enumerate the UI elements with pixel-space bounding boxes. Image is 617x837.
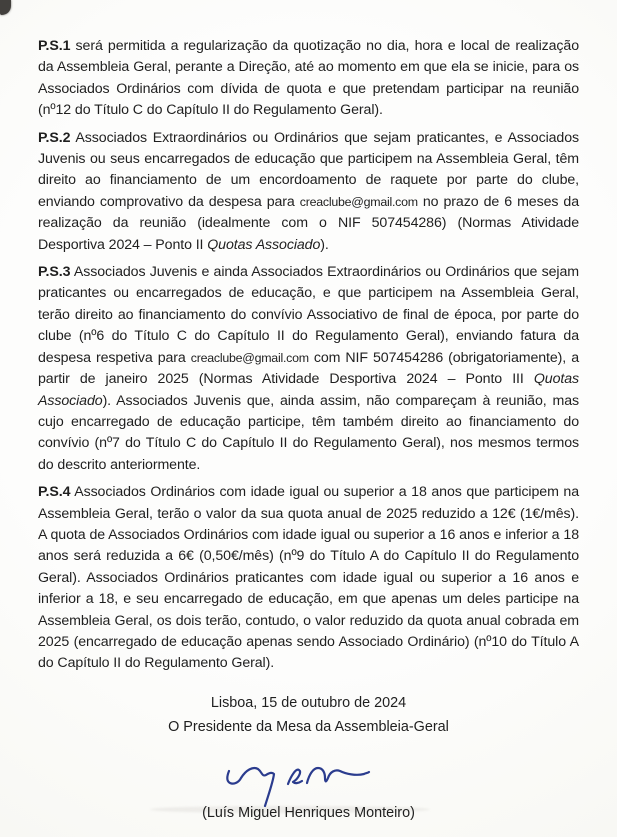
text-run: Associados Extraordinários ou Ordinários que sejam praticantes, e Associados Juvenis ou seus encarregados de educação que participem na Assembleia Geral, têm direito ao financiamento de um encordoamento de raquete por parte do clube, enviando comprovativo da despesa para <box>38 129 579 210</box>
signature-area <box>38 739 579 803</box>
text-run: Associados Juvenis e ainda Associados Extraordinários ou Ordinários que sejam praticantes ou encarregados de educação, e que participem na Assembleia Geral, terão direito ao financiamento do convívio Associativo de final de época, por parte do clube (nº6 do Título C do Capítulo II do Regulamento Geral), enviando fatura da despesa respetiva para <box>38 264 579 366</box>
paragraph-ps4 <box>38 482 579 675</box>
email-address: creaclube@gmail.com <box>190 350 309 365</box>
text-run: ). Associados Juvenis que, ainda assim, não compareçam à reunião, mas cujo encarregado de educação participe, têm também direito ao financiamento do convívio (nº7 do Título C do Capítulo II do Regulamento Geral), nos mesmos termos do descrito anteriormente. <box>38 392 579 473</box>
signature-stroke-loop <box>288 769 302 783</box>
text-run: Associados Ordinários com idade igual ou superior a 18 anos que participem na Assembleia Geral, terão o valor da sua quota anual de 2025 reduzido a 12€ (1€/mês). A quota de Associados Ordinários com idade igual ou superior a 16 anos e inferior a 18 anos será reduzida a 6€ (0,50€/mês) (nº9 do Título A do Capítulo II do Regulamento Geral). Associados Ordinários praticantes com idade igual ou superior a 16 anos e inferior a 18, e seu encarregado de educação, em que apenas um deles participe na Assembleia Geral, os dois terão, contudo, o valor reduzido da quota anual cobrada em 2025 (encarregado de educação apenas sendo Associado Ordinário) (nº10 do Título A do Capítulo II do Regulamento Geral). <box>38 484 579 672</box>
email-address: creaclube@gmail.com <box>299 194 418 209</box>
document-body <box>38 36 579 824</box>
text-run: será permitida a regularização da quotização no dia, hora e local de realização da Assembleia Geral, perante a Direção, até ao momento em que ela se inicie, para os Associados Ordinários com dívida de quota e que pretendam participar na reunião (nº12 do Título C do Capítulo II do Regulamento Geral). <box>38 38 579 119</box>
paragraph-ps1 <box>38 36 579 122</box>
text-run: no prazo de 6 meses da realização da reunião (idealmente com o NIF 507454286) (Normas Atividade Desportiva 2024 – Ponto II <box>38 193 579 253</box>
text-run: com NIF 507454286 (obrigatoriamente), a partir de janeiro 2025 (Normas Atividade Desportiva 2024 – Ponto III <box>38 349 579 388</box>
place-date-line: Lisboa, 15 de outubro de 2024 <box>210 694 407 711</box>
text-run: Quotas Associado <box>207 236 321 253</box>
paragraph-ps3 <box>38 262 579 476</box>
paragraph-marker: P.S.4 <box>38 484 71 501</box>
signatory-name-line: (Luís Miguel Henriques Monteiro) <box>202 804 415 821</box>
closing-block <box>38 693 579 824</box>
scan-corner-artifact <box>0 0 11 15</box>
text-run: ). <box>320 236 329 253</box>
paragraph-marker: P.S.1 <box>38 38 71 54</box>
paragraph-marker: P.S.2 <box>38 129 71 146</box>
paragraph-marker: P.S.3 <box>38 264 71 281</box>
signature-stroke-initial <box>227 768 274 806</box>
text-run: Quotas Associado <box>38 371 579 409</box>
signature-stroke-tail <box>307 768 369 783</box>
signatory-title-line: O Presidente da Mesa da Assembleia-Geral <box>168 719 449 736</box>
paragraph-ps2 <box>38 128 579 256</box>
